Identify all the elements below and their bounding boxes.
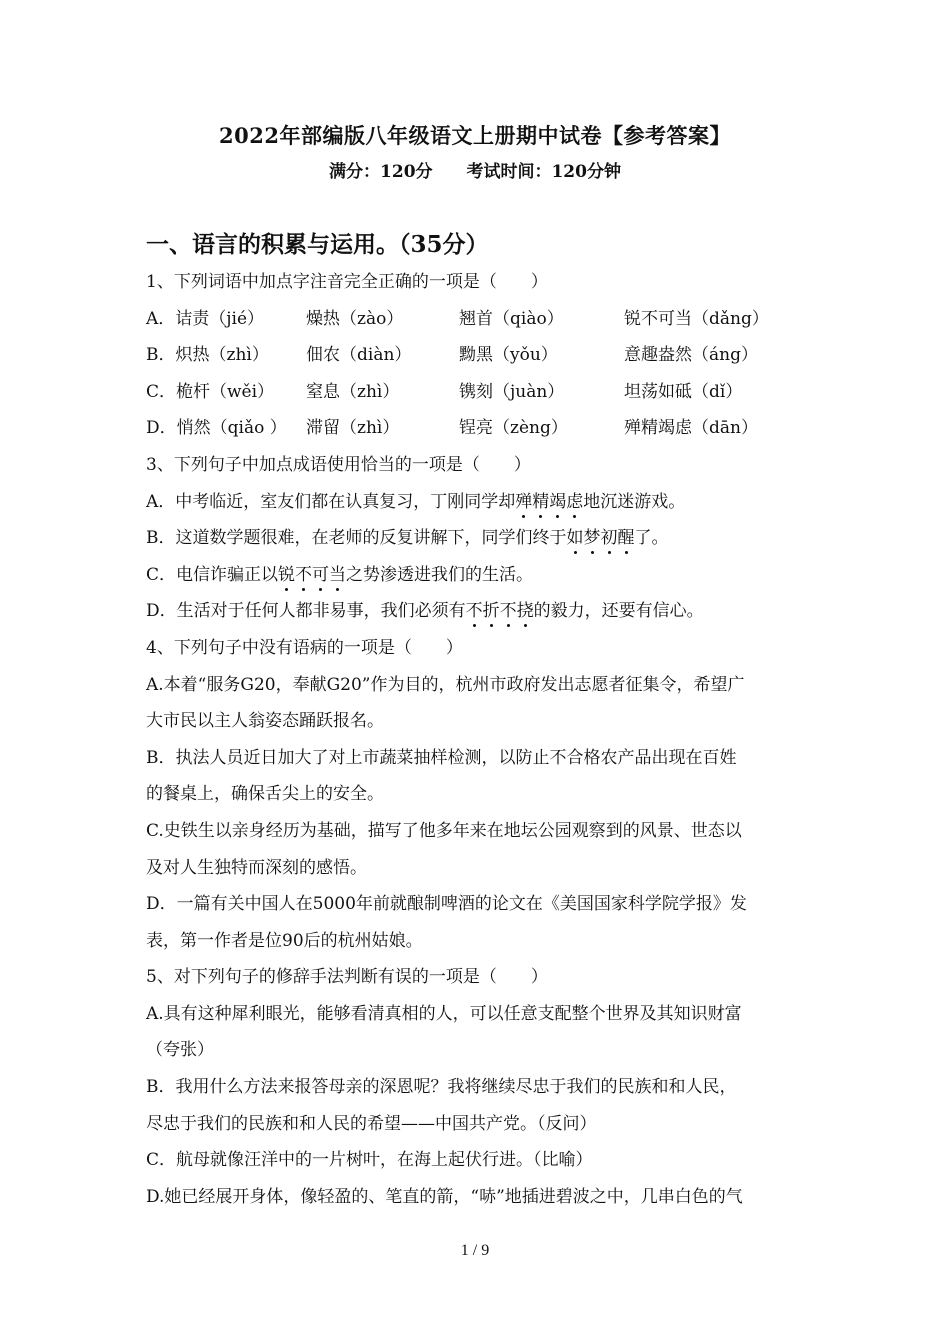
question-4-text-line: D．一篇有关中国人在5000年前就酿制啤酒的论文在《美国国家科学院学报》发 bbox=[146, 894, 747, 915]
question-4-text-line: 表，第一作者是位90后的杭州姑娘。 bbox=[146, 930, 423, 951]
option-cell: 窒息（zhì） bbox=[306, 381, 400, 402]
question-3-option-b bbox=[146, 520, 811, 557]
question-5-text-line: 尽忠于我们的民族和和人民的希望——中国共产党。（反问） bbox=[146, 1113, 597, 1134]
option-cell: 镌刻（juàn） bbox=[459, 381, 565, 402]
question-5-text-line: C．航母就像汪洋中的一片树叶，在海上起伏行进。（比喻） bbox=[146, 1150, 593, 1171]
question-5-stem: 5、对下列句子的修辞手法判断有误的一项是（ ） bbox=[146, 967, 548, 988]
option-text: 了。 bbox=[634, 528, 669, 549]
option-cell: D．悄然（qiǎo ） bbox=[146, 418, 287, 439]
emphasis-char: 锐 bbox=[278, 564, 296, 585]
full-score: 满分：120分 bbox=[329, 162, 433, 182]
question-1-stem: 1、下列词语中加点字注音完全正确的一项是（ ） bbox=[146, 272, 548, 292]
option-cell: C．桅杆（wěi） bbox=[146, 381, 275, 402]
question-1-option-row bbox=[146, 337, 811, 374]
emphasis-char: 如 bbox=[566, 528, 584, 549]
option-cell: 滞留（zhì） bbox=[306, 418, 400, 439]
option-cell: 黝黑（yǒu） bbox=[459, 345, 558, 366]
question-4-text-line: 及对人生独特而深刻的感悟。 bbox=[146, 857, 367, 878]
option-cell: B．炽热（zhì） bbox=[146, 345, 269, 366]
dotted-idiom bbox=[278, 565, 346, 585]
exam-info bbox=[0, 157, 950, 182]
emphasis-char: 不 bbox=[465, 601, 483, 622]
emphasis-char: 挠 bbox=[516, 601, 534, 622]
question-1-option-row bbox=[146, 301, 811, 338]
emphasis-char: 精 bbox=[532, 491, 550, 512]
emphasis-char: 殚 bbox=[515, 491, 533, 512]
question-3-option-c bbox=[146, 557, 811, 594]
option-cell: 锐不可当（dǎng） bbox=[624, 308, 769, 329]
option-text: A．中考临近，室友们都在认真复习，丁刚同学却 bbox=[146, 491, 516, 512]
dotted-idiom bbox=[466, 601, 534, 621]
question-5-text-line: B．我用什么方法来报答母亲的深恩呢？我将继续尽忠于我们的民族和和人民， bbox=[146, 1077, 737, 1098]
question-5-text-line: （夸张） bbox=[146, 1040, 214, 1061]
question-4-text-line: A.本着“服务G20，奉献G20”作为目的，杭州市政府发出志愿者征集令，希望广 bbox=[146, 674, 745, 695]
question-3-stem: 3、下列句子中加点成语使用恰当的一项是（ ） bbox=[146, 454, 531, 475]
question-5-text-line: A.具有这种犀利眼光，能够看清真相的人，可以任意支配整个世界及其知识财富 bbox=[146, 1003, 742, 1024]
exam-time: 考试时间：120分钟 bbox=[466, 162, 621, 182]
option-cell: 翘首（qiào） bbox=[459, 308, 564, 329]
emphasis-char: 虑 bbox=[566, 491, 584, 512]
option-cell: A．诘责（jié） bbox=[146, 308, 265, 329]
emphasis-char: 竭 bbox=[549, 491, 567, 512]
option-cell: 殚精竭虑（dān） bbox=[624, 418, 758, 439]
dotted-idiom bbox=[567, 528, 635, 548]
question-5-text-line: D.她已经展开身体，像轻盈的、笔直的箭，“哧”地插进碧波之中，几串白色的气 bbox=[146, 1186, 743, 1207]
emphasis-char: 不 bbox=[295, 564, 313, 585]
option-text: 之势渗透进我们的生活。 bbox=[346, 564, 534, 585]
question-4-text-line: 大市民以主人翁姿态踊跃报名。 bbox=[146, 711, 384, 732]
emphasis-char: 可 bbox=[312, 564, 330, 585]
question-1-option-row bbox=[146, 410, 811, 447]
exam-title: 2022年部编版八年级语文上册期中试卷【参考答案】 bbox=[219, 123, 731, 148]
dotted-idiom bbox=[515, 492, 583, 512]
option-text: 的毅力，还要有信心。 bbox=[533, 601, 704, 622]
option-cell: 锃亮（zèng） bbox=[459, 418, 568, 439]
option-text: D．生活对于任何人都非易事，我们必须有 bbox=[146, 601, 466, 622]
question-4-text-line: C.史铁生以亲身经历为基础，描写了他多年来在地坛公园观察到的风景、世态以 bbox=[146, 820, 742, 841]
question-3-option-d bbox=[146, 593, 811, 630]
section-heading: 一、语言的积累与运用。（35分） bbox=[146, 231, 489, 258]
emphasis-char: 不 bbox=[499, 601, 517, 622]
emphasis-char: 梦 bbox=[583, 528, 601, 549]
option-text: 地沉迷游戏。 bbox=[583, 491, 686, 512]
question-list bbox=[146, 264, 811, 1215]
question-4-stem: 4、下列句子中没有语病的一项是（ ） bbox=[146, 637, 463, 658]
option-cell: 燥热（zào） bbox=[306, 308, 404, 329]
option-cell: 意趣盎然（áng） bbox=[624, 345, 758, 366]
emphasis-char: 醒 bbox=[617, 528, 635, 549]
option-text: B．这道数学题很难，在老师的反复讲解下，同学们终于 bbox=[146, 528, 567, 549]
option-cell: 坦荡如砥（dǐ） bbox=[624, 381, 743, 402]
page-number: 1 / 9 bbox=[460, 1242, 490, 1259]
emphasis-char: 当 bbox=[329, 564, 347, 585]
question-3-option-a bbox=[146, 484, 811, 521]
option-cell: 佃农（diàn） bbox=[306, 345, 412, 366]
option-text: C．电信诈骗正以 bbox=[146, 564, 279, 585]
question-4-text-line: B．执法人员近日加大了对上市蔬菜抽样检测，以防止不合格农产品出现在百姓 bbox=[146, 747, 737, 768]
emphasis-char: 折 bbox=[482, 601, 500, 622]
emphasis-char: 初 bbox=[600, 528, 618, 549]
question-4-text-line: 的餐桌上，确保舌尖上的安全。 bbox=[146, 784, 384, 805]
question-1-option-row bbox=[146, 374, 811, 411]
